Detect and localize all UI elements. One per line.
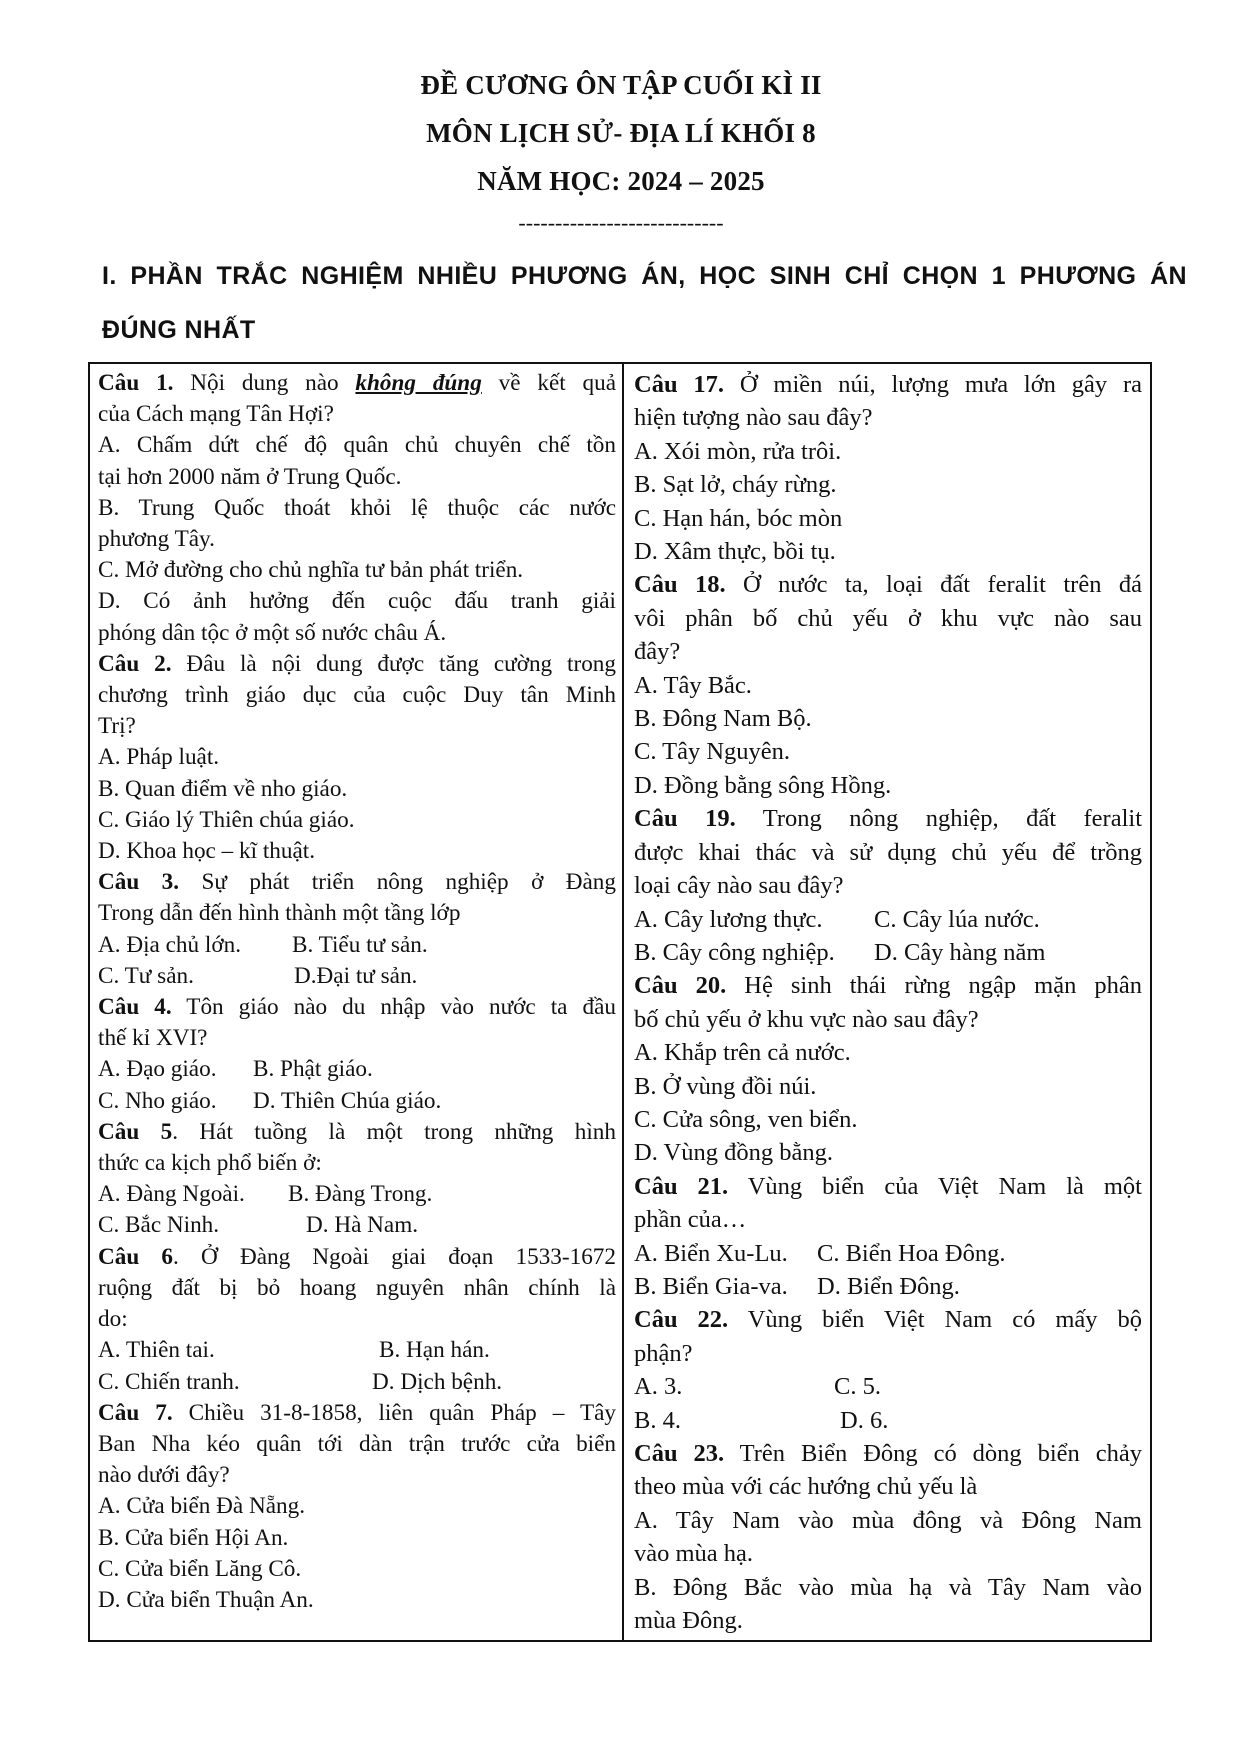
question-table <box>88 362 1152 1642</box>
question-number: Câu 20. <box>634 972 727 1000</box>
question-18: Câu 18. Ở nước ta, loại đất feralit trên đá vôi phân bố chủ yếu ở khu vực nào sau đây? A. Tây Bắc. B. Đông Nam Bộ. C. Tây Nguyên. D. Đồng bằng sông Hồng. <box>634 568 1142 802</box>
question-20: Câu 20. Hệ sinh thái rừng ngập mặn phân bố chủ yếu ở khu vực nào sau đây? A. Khắp trên cả nước. B. Ở vùng đồi núi. C. Cửa sông, ven biển. D. Vùng đồng bằng. <box>634 969 1142 1169</box>
question-21: Câu 21. Vùng biển của Việt Nam là một phần của… A. Biển Xu-Lu. C. Biển Hoa Đông. B. Biển Gia-va. D. Biển Đông. <box>634 1170 1142 1304</box>
option: C. Giáo lý Thiên chúa giáo. <box>98 806 355 833</box>
question-22: Câu 22. Vùng biển Việt Nam có mấy bộ phận? A. 3. C. 5. B. 4. D. 6. <box>634 1303 1142 1437</box>
option: B. Hạn hán. <box>379 1337 490 1364</box>
option: C. Nho giáo. <box>98 1087 217 1114</box>
option: D.Đại tư sản. <box>294 962 418 989</box>
option: A. Cây lương thực. <box>634 905 823 933</box>
question-1: Câu 1. Nội dung nào không đúng về kết quả của Cách mạng Tân Hợi? A. Chấm dứt chế độ quân chủ chuyên chế tồn tại hơn 2000 năm ở Trung Quốc. B. Trung Quốc thoát khỏi lệ thuộc các nước phương Tây. C. Mở đường cho chủ nghĩa tư bản phát triển. D. Có ảnh hưởng đến cuộc đấu tranh giải phóng dân tộc ở một số nước châu Á. <box>98 370 616 646</box>
question-23: Câu 23. Trên Biển Đông có dòng biển chảy theo mùa với các hướng chủ yếu là A. Tây Nam vào mùa đông và Đông Nam vào mùa hạ. B. Đông Bắc vào mùa hạ và Tây Nam vào mùa Đông. <box>634 1440 1143 1635</box>
option: D. Biển Đông. <box>817 1272 960 1300</box>
question-3: Câu 3. Sự phát triển nông nghiệp ở Đàng Trong dẫn đến hình thành một tầng lớp A. Địa chủ lớn. B. Tiểu tư sản. C. Tư sản. D.Đại tư sản. <box>98 867 616 992</box>
option: A. Chấm dứt chế độ quân chủ chuyên chế tồn <box>98 432 616 459</box>
question-7: Câu 7. Chiều 31-8-1858, liên quân Pháp – Tây Ban Nha kéo quân tới dàn trận trước cửa biển nào dưới đây? A. Cửa biển Đà Nẵng. B. Cửa biển Hội An. C. Cửa biển Lăng Cô. D. Cửa biển Thuận An. <box>98 1398 616 1616</box>
option: B. Đông Bắc vào mùa hạ và Tây Nam vào <box>634 1573 1142 1601</box>
option: B. Ở vùng đồi núi. <box>634 1072 817 1100</box>
option: A. Pháp luật. <box>98 744 220 771</box>
option: C. Cửa biển Lăng Cô. <box>98 1555 302 1582</box>
option: A. Đạo giáo. <box>98 1056 217 1083</box>
option: D. 6. <box>840 1406 889 1434</box>
option: A. Cửa biển Đà Nẵng. <box>98 1493 306 1520</box>
option: D. Dịch bệnh. <box>372 1368 503 1395</box>
doc-school-year: NĂM HỌC: 2024 – 2025 <box>477 166 765 196</box>
option: C. Chiến tranh. <box>98 1368 240 1395</box>
option: A. Biển Xu-Lu. <box>634 1239 788 1267</box>
option: D. Vùng đồng bằng. <box>634 1139 833 1167</box>
option: A. Thiên tai. <box>98 1337 215 1364</box>
question-number: Câu 5 <box>98 1118 173 1145</box>
option: B. Cây công nghiệp. <box>634 938 835 966</box>
option: D. Cửa biển Thuận An. <box>98 1586 314 1613</box>
question-number: Câu 4. <box>98 994 172 1021</box>
option: A. Địa chủ lớn. <box>98 931 241 958</box>
section-heading-cont: ĐÚNG NHẤT <box>102 316 256 344</box>
doc-subject: MÔN LỊCH SỬ- ĐỊA LÍ KHỐI 8 <box>426 118 816 148</box>
option: B. Trung Quốc thoát khỏi lệ thuộc các nước <box>98 494 616 521</box>
question-number: Câu 1. <box>98 370 174 396</box>
option: B. 4. <box>634 1406 681 1434</box>
emphasis-text: không đúng <box>355 370 482 396</box>
question-number: Câu 2. <box>98 650 172 677</box>
option: C. Hạn hán, bóc mòn <box>634 504 843 532</box>
option: D. Có ảnh hưởng đến cuộc đấu tranh giải <box>98 588 616 615</box>
question-17: Câu 17. Ở miền núi, lượng mưa lớn gây ra hiện tượng nào sau đây? A. Xói mòn, rửa trôi. B. Sạt lở, cháy rừng. C. Hạn hán, bóc mòn D. Xâm thực, bồi tụ. <box>634 368 1142 568</box>
option: C. Biển Hoa Đông. <box>817 1239 1006 1267</box>
option: D. Khoa học – kĩ thuật. <box>98 838 316 865</box>
column-divider <box>622 364 624 1640</box>
option: C. Cây lúa nước. <box>874 905 1040 933</box>
option: B. Đàng Trong. <box>288 1181 433 1208</box>
question-5: Câu 5. Hát tuồng là một trong những hình thức ca kịch phổ biến ở: A. Đàng Ngoài. B. Đàng Trong. C. Bắc Ninh. D. Hà Nam. <box>98 1117 616 1242</box>
question-number: Câu 18. <box>634 571 726 599</box>
option: C. 5. <box>834 1373 881 1401</box>
option: C. Tư sản. <box>98 962 194 989</box>
question-number: Câu 17. <box>634 371 725 398</box>
option: A. 3. <box>634 1373 683 1401</box>
option: B. Tiểu tư sản. <box>292 931 428 958</box>
option: D. Đồng bằng sông Hồng. <box>634 771 892 799</box>
question-number: Câu 22. <box>634 1306 729 1334</box>
option: C. Bắc Ninh. <box>98 1212 220 1239</box>
question-2: Câu 2. Đâu là nội dung được tăng cường trong chương trình giáo dục của cuộc Duy tân Minh Trị? A. Pháp luật. B. Quan điểm về nho giáo. C. Giáo lý Thiên chúa giáo. D. Khoa học – kĩ thuật. <box>98 649 616 867</box>
question-6: Câu 6. Ở Đàng Ngoài giai đoạn 1533-1672 ruộng đất bị bỏ hoang nguyên nhân chính là do: A. Thiên tai. B. Hạn hán. C. Chiến tranh. D. Dịch bệnh. <box>98 1242 616 1398</box>
section-heading: I. PHẦN TRẮC NGHIỆM NHIỀU PHƯƠNG ÁN, HỌC SINH CHỈ CHỌN 1 PHƯƠNG ÁN <box>102 262 1187 290</box>
option: A. Tây Nam vào mùa đông và Đông Nam <box>634 1506 1142 1534</box>
option: A. Tây Bắc. <box>634 671 752 699</box>
question-4: Câu 4. Tôn giáo nào du nhập vào nước ta đầu thế kỉ XVI? A. Đạo giáo. B. Phật giáo. C. Nho giáo. D. Thiên Chúa giáo. <box>98 992 616 1117</box>
option: B. Đông Nam Bộ. <box>634 705 812 733</box>
title-separator: ---------------------------- <box>518 210 724 235</box>
option: D. Hà Nam. <box>306 1212 419 1239</box>
option: B. Quan điểm về nho giáo. <box>98 775 348 802</box>
option: C. Mở đường cho chủ nghĩa tư bản phát triển. <box>98 557 524 584</box>
question-number: Câu 23. <box>634 1440 725 1467</box>
option: B. Biển Gia-va. <box>634 1272 788 1300</box>
option: B. Phật giáo. <box>253 1056 373 1083</box>
option: D. Cây hàng năm <box>874 938 1046 966</box>
question-number: Câu 19. <box>634 805 736 833</box>
option: D. Xâm thực, bồi tụ. <box>634 538 836 566</box>
option: D. Thiên Chúa giáo. <box>253 1087 442 1114</box>
option: A. Khắp trên cả nước. <box>634 1039 851 1067</box>
left-column <box>98 368 616 1616</box>
question-number: Câu 6 <box>98 1243 174 1270</box>
right-column <box>634 368 1142 1637</box>
question-number: Câu 7. <box>98 1399 173 1426</box>
option: B. Cửa biển Hội An. <box>98 1524 289 1551</box>
option: C. Cửa sông, ven biển. <box>634 1105 858 1133</box>
doc-title: ĐỀ CƯƠNG ÔN TẬP CUỐI KÌ II <box>420 70 822 100</box>
question-19: Câu 19. Trong nông nghiệp, đất feralit được khai thác và sử dụng chủ yếu để trồng loại cây nào sau đây? A. Cây lương thực. C. Cây lúa nước. B. Cây công nghiệp. D. Cây hàng năm <box>634 802 1142 969</box>
question-number: Câu 21. <box>634 1172 729 1200</box>
option: B. Sạt lở, cháy rừng. <box>634 471 837 499</box>
option: C. Tây Nguyên. <box>634 738 791 766</box>
option: A. Đàng Ngoài. <box>98 1181 245 1208</box>
option: A. Xói mòn, rửa trôi. <box>634 437 842 465</box>
question-number: Câu 3. <box>98 869 180 896</box>
